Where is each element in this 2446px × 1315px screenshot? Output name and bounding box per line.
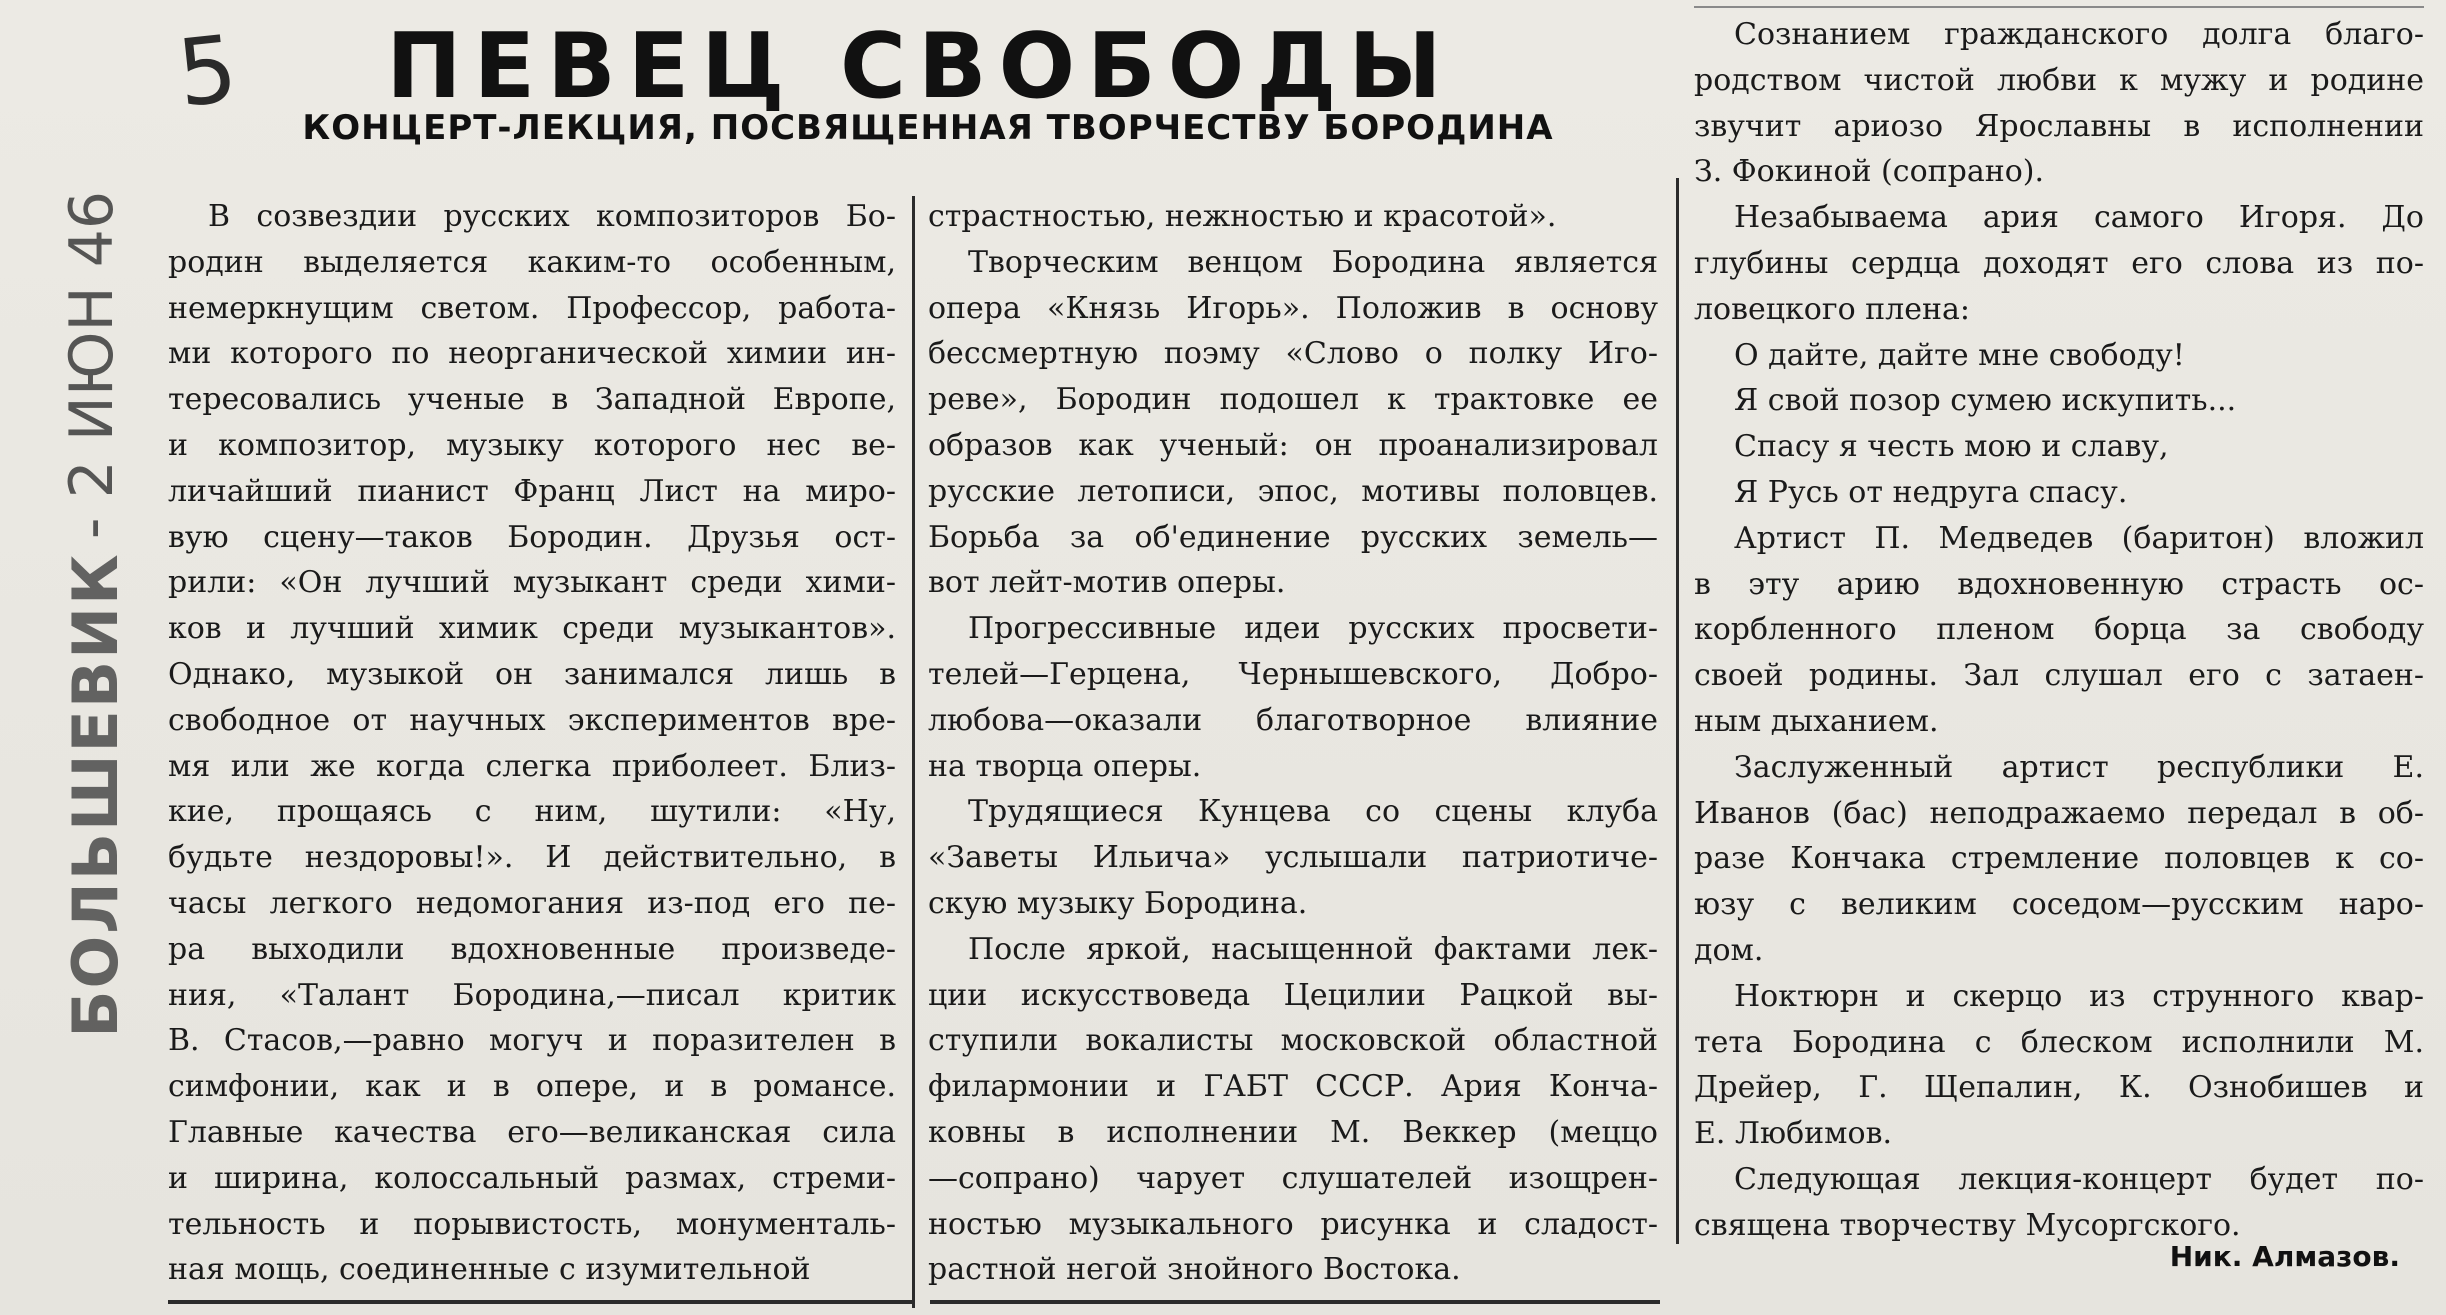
text-line: корбленного пленом борца за свободу bbox=[1694, 612, 2424, 648]
text-line: Иванов (бас) неподражаемо передал в об- bbox=[1694, 795, 2424, 831]
text-line: Прогрессивные идеи русских просвети- bbox=[968, 611, 1658, 647]
text-line: Незабываема ария самого Игоря. До bbox=[1734, 200, 2424, 236]
text-line: вот лейт-мотив оперы. bbox=[928, 565, 1286, 601]
column-3-text-b bbox=[1694, 516, 2424, 1249]
text-line: Трудящиеся Кунцева со сцены клуба bbox=[968, 794, 1658, 830]
text-line: ная мощь, соединенные с изумительной bbox=[168, 1252, 811, 1288]
bottom-rule bbox=[168, 1300, 912, 1304]
column-divider bbox=[912, 196, 915, 1308]
text-line: Главные качества его—великанская сила bbox=[168, 1114, 896, 1150]
text-line: О дайте, дайте мне свободу! bbox=[1734, 337, 2185, 373]
text-line: ния, «Талант Бородина,—писал критик bbox=[168, 977, 896, 1013]
text-line: растной негой знойного Востока. bbox=[928, 1252, 1461, 1288]
text-line: и ширина, колоссальный размах, стреми- bbox=[168, 1160, 896, 1196]
text-line: «Заветы Ильича» услышали патриотиче- bbox=[928, 840, 1658, 876]
text-line: В созвездии русских композиторов Бо- bbox=[208, 199, 896, 234]
text-line: родством чистой любви к мужу и родине bbox=[1694, 62, 2424, 98]
text-line: Однако, музыкой он занимался лишь в bbox=[168, 656, 896, 692]
article-column-2 bbox=[928, 194, 1658, 1293]
text-line: Е. Любимов. bbox=[1694, 1116, 1893, 1152]
text-line: тельность и порывистость, монументаль- bbox=[168, 1206, 896, 1242]
text-line: В. Стасов,—равно могуч и поразителен в bbox=[168, 1023, 896, 1059]
text-line: часы легкого недомогания из-под его пе- bbox=[168, 885, 896, 921]
top-rule bbox=[1694, 6, 2424, 8]
text-line: Дрейер, Г. Щепалин, К. Ознобишев и bbox=[1694, 1070, 2424, 1106]
text-line: родин выделяется каким-то особенным, bbox=[168, 244, 896, 280]
text-line: свободное от научных экспериментов вре- bbox=[168, 702, 896, 738]
text-line: ловецкого плена: bbox=[1694, 291, 1970, 327]
text-line: Я свой позор сумею искупить... bbox=[1734, 383, 2237, 419]
poem-quote bbox=[1694, 333, 2424, 516]
text-line: Следующая лекция-концерт будет по- bbox=[1734, 1161, 2424, 1197]
article-column-3 bbox=[1694, 12, 2424, 1249]
newspaper-name-stamp: БОЛЬШЕВИК bbox=[59, 552, 132, 1038]
text-line: З. Фокиной (сопрано). bbox=[1694, 154, 2045, 190]
text-line: тета Бородина с блеском исполнили М. bbox=[1694, 1024, 2424, 1060]
text-line: —сопрано) чарует слушателей изощрен- bbox=[928, 1160, 1658, 1196]
text-line: глубины сердца доходят его слова из по- bbox=[1694, 245, 2424, 281]
text-line: реве», Бородин подошел к трактовке ее bbox=[928, 382, 1658, 418]
column-divider bbox=[1676, 178, 1679, 1244]
text-line: бессмертную поэму «Слово о полку Иго- bbox=[928, 336, 1658, 372]
text-line: в эту арию вдохновенную страсть ос- bbox=[1694, 566, 2424, 602]
text-line: кие, прощаясь с ним, шутили: «Ну, bbox=[168, 794, 896, 830]
text-line: вую сцену—таков Бородин. Друзья ост- bbox=[168, 519, 896, 555]
text-line: ции искусствоведа Цецилии Рацкой вы- bbox=[928, 977, 1658, 1013]
text-line: разе Кончака стремление половцев к со- bbox=[1694, 841, 2424, 877]
text-line: Спасу я честь мою и славу, bbox=[1734, 429, 2169, 465]
text-line: священа творчеству Мусоргского. bbox=[1694, 1207, 2241, 1243]
text-line: ным дыханием. bbox=[1694, 703, 1939, 739]
text-line: ковны в исполнении М. Веккер (меццо bbox=[928, 1114, 1658, 1150]
bottom-rule bbox=[930, 1300, 1660, 1304]
text-line: и композитор, музыку которого нес ве- bbox=[168, 427, 896, 463]
text-line: ми которого по неорганической химии ин- bbox=[168, 336, 896, 372]
text-line: Заслуженный артист республики Е. bbox=[1734, 749, 2424, 785]
text-line: рили: «Он лучший музыкант среди хими- bbox=[168, 565, 896, 601]
article-column-1 bbox=[168, 194, 896, 1293]
text-line: образов как ученый: он проанализировал bbox=[928, 427, 1658, 463]
text-line: звучит ариозо Ярославны в исполнении bbox=[1694, 108, 2424, 144]
text-line: любова—оказали благотворное влияние bbox=[928, 702, 1658, 738]
column-3-text-a bbox=[1694, 12, 2424, 333]
text-line: ностью музыкального рисунка и сладост- bbox=[928, 1206, 1658, 1242]
text-line: немеркнущим светом. Профессор, работа- bbox=[168, 290, 896, 326]
text-line: филармонии и ГАБТ СССР. Ария Конча- bbox=[928, 1069, 1658, 1105]
text-line: юзу с великим соседом—русским наро- bbox=[1694, 887, 2424, 923]
author-signature: Ник. Алмазов. bbox=[2169, 1240, 2400, 1273]
text-line: личайший пианист Франц Лист на миро- bbox=[168, 473, 896, 509]
handwritten-number: 5 bbox=[172, 15, 242, 128]
text-line: Я Русь от недруга спасу. bbox=[1734, 474, 2128, 510]
text-line: Творческим венцом Бородина является bbox=[968, 244, 1658, 280]
text-line: русские летописи, эпос, мотивы половцев. bbox=[928, 473, 1658, 509]
text-line: своей родины. Зал слушал его с затаен- bbox=[1694, 658, 2424, 694]
text-line: ступили вокалисты московской областной bbox=[928, 1023, 1658, 1059]
text-line: Сознанием гражданского долга благо- bbox=[1734, 17, 2424, 52]
text-line: дом. bbox=[1694, 932, 1764, 968]
article-subtitle: КОНЦЕРТ-ЛЕКЦИЯ, ПОСВЯЩЕННАЯ ТВОРЧЕСТВУ БОРОДИНА bbox=[302, 108, 1554, 148]
text-line: опера «Князь Игорь». Положив в основу bbox=[928, 290, 1658, 326]
text-line: Артист П. Медведев (баритон) вложил bbox=[1734, 520, 2424, 556]
text-line: страстностью, нежностью и красотой». bbox=[928, 199, 1557, 234]
text-line: скую музыку Бородина. bbox=[928, 885, 1308, 921]
text-line: телей—Герцена, Чернышевского, Добро- bbox=[928, 656, 1658, 692]
text-line: Борьба за об'единение русских земель— bbox=[928, 519, 1658, 555]
text-line: мя или же когда слегка приболеет. Близ- bbox=[168, 748, 896, 784]
text-line: Ноктюрн и скерцо из струнного квар- bbox=[1734, 978, 2424, 1014]
article-title: ПЕВЕЦ СВОБОДЫ bbox=[386, 14, 1454, 119]
text-line: После яркой, насыщенной фактами лек- bbox=[968, 931, 1658, 967]
text-line: тересовались ученые в Западной Европе, bbox=[168, 382, 896, 418]
text-line: будьте нездоровы!». И действительно, в bbox=[168, 840, 896, 876]
text-line: ра выходили вдохновенные произведе- bbox=[168, 931, 896, 967]
date-stamp: - 2 ИЮН 46 bbox=[57, 190, 127, 540]
text-line: ков и лучший химик среди музыкантов». bbox=[168, 611, 896, 647]
text-line: на творца оперы. bbox=[928, 748, 1202, 784]
text-line: симфонии, как и в опере, и в романсе. bbox=[168, 1069, 896, 1105]
